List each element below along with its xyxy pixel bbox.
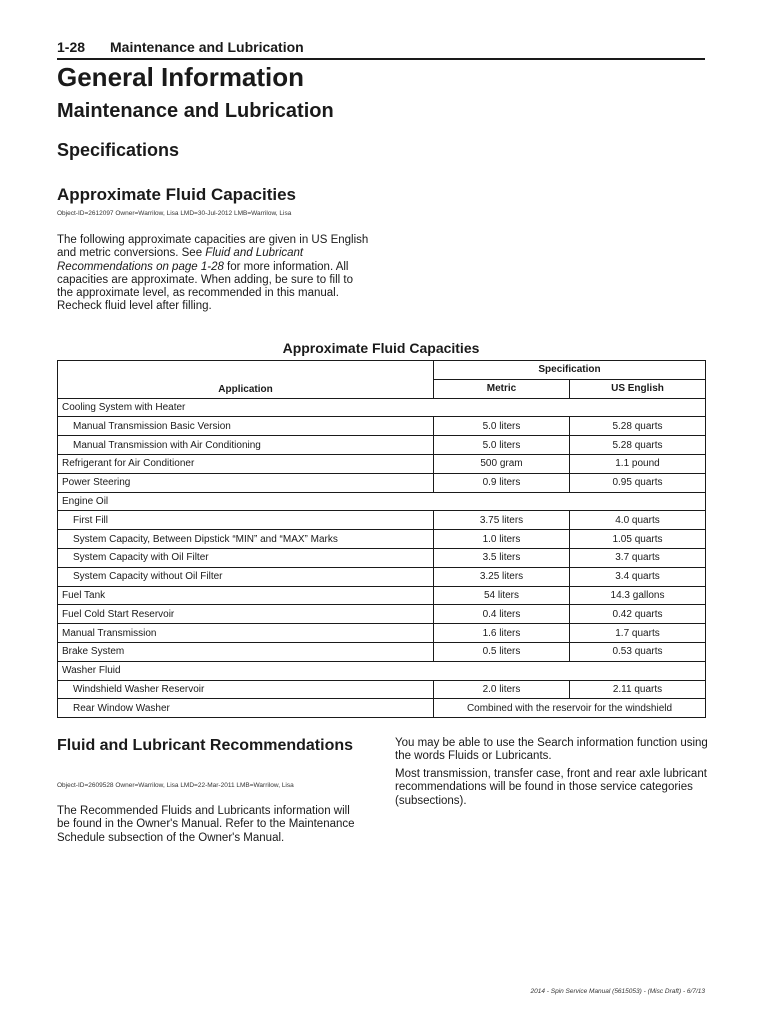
transmission-note-paragraph: Most transmission, transfer case, front and rear axle lubricant recommendations will be found in those service categories (subsections). — [395, 768, 707, 807]
cell-metric: 3.75 liters — [434, 511, 570, 530]
intro-text-2: for more information. All capacities are approximate. When adding, be sure to fill to the approximate level, as recommended in this manual. Recheck fluid level after filling. — [57, 260, 353, 313]
object-meta-fluid-recommendations: Object-ID=2609528 Owner=Warrilow, Lisa LMD=22-Mar-2011 LMB=Warrilow, Lisa — [57, 782, 294, 789]
cell-application: Fuel Tank — [58, 586, 434, 605]
table-row — [58, 699, 706, 718]
page-footer: 2014 - Spin Service Manual (5615053) - (Misc Draft) - 6/7/13 — [530, 988, 705, 995]
cell-application: Rear Window Washer — [58, 699, 434, 718]
cell-us-english: 14.3 gallons — [570, 586, 706, 605]
cell-us-english: 3.7 quarts — [570, 548, 706, 567]
table-row — [58, 511, 706, 530]
table-row — [58, 530, 706, 549]
cell-metric: 500 gram — [434, 454, 570, 473]
cell-application: First Fill — [58, 511, 434, 530]
table-row — [58, 473, 706, 492]
table-row — [58, 605, 706, 624]
cell-us-english: 0.53 quarts — [570, 642, 706, 661]
cell-metric: 5.0 liters — [434, 417, 570, 436]
cell-application: Washer Fluid — [58, 661, 706, 680]
heading-fluid-lubricant-recommendations: Fluid and Lubricant Recommendations — [57, 737, 354, 754]
cell-application: System Capacity with Oil Filter — [58, 548, 434, 567]
cell-metric: 0.9 liters — [434, 473, 570, 492]
cell-application: Manual Transmission Basic Version — [58, 417, 434, 436]
page-number: 1-28 — [57, 39, 86, 55]
fluid-recommendations-link[interactable]: Fluid and Lubricant Recommendations on page 1-28 — [57, 247, 304, 273]
cell-metric: 0.4 liters — [434, 605, 570, 624]
cell-metric: 3.25 liters — [434, 567, 570, 586]
column-header-metric: Metric — [434, 379, 570, 398]
cell-application: Refrigerant for Air Conditioner — [58, 454, 434, 473]
header-section-title: Maintenance and Lubrication — [110, 39, 304, 55]
fluid-recommendations-paragraph: The Recommended Fluids and Lubricants information will be found in the Owner's Manual. Refer to the Maintenance Schedule subsection of the Owner's Manual. — [57, 805, 355, 844]
cell-us-english: 4.0 quarts — [570, 511, 706, 530]
table-row — [58, 436, 706, 455]
heading-maintenance-lubrication: Maintenance and Lubrication — [57, 100, 334, 122]
cell-metric: 54 liters — [434, 586, 570, 605]
cell-application: Brake System — [58, 642, 434, 661]
cell-application: System Capacity without Oil Filter — [58, 567, 434, 586]
cell-us-english: 0.42 quarts — [570, 605, 706, 624]
table-row — [58, 642, 706, 661]
cell-metric: 1.6 liters — [434, 624, 570, 643]
cell-metric: 5.0 liters — [434, 436, 570, 455]
column-header-us-english: US English — [570, 379, 706, 398]
cell-metric: 3.5 liters — [434, 548, 570, 567]
cell-application: Engine Oil — [58, 492, 706, 511]
cell-application: System Capacity, Between Dipstick “MIN” and “MAX” Marks — [58, 530, 434, 549]
cell-application: Manual Transmission — [58, 624, 434, 643]
search-note-paragraph: You may be able to use the Search information function using the words Fluids or Lubricants. — [395, 737, 708, 763]
cell-application: Power Steering — [58, 473, 434, 492]
cell-us-english: 5.28 quarts — [570, 436, 706, 455]
heading-general-information: General Information — [57, 62, 305, 92]
cell-us-english: 1.05 quarts — [570, 530, 706, 549]
cell-application: Cooling System with Heater — [58, 398, 706, 417]
table-row — [58, 398, 706, 417]
column-header-application: Application — [58, 361, 434, 399]
object-meta-capacities: Object-ID=2612097 Owner=Warrilow, Lisa LMD=30-Jul-2012 LMB=Warrilow, Lisa — [57, 210, 292, 217]
heading-approximate-fluid-capacities: Approximate Fluid Capacities — [57, 185, 296, 204]
intro-paragraph — [57, 234, 369, 314]
table-caption: Approximate Fluid Capacities — [282, 340, 480, 356]
cell-us-english: 2.11 quarts — [570, 680, 706, 699]
page-header — [57, 38, 705, 60]
cell-metric: 2.0 liters — [434, 680, 570, 699]
table-row — [58, 417, 706, 436]
cell-metric: 1.0 liters — [434, 530, 570, 549]
cell-us-english: 1.7 quarts — [570, 624, 706, 643]
table-row — [58, 454, 706, 473]
intro-text-1: The following approximate capacities are given in US English and metric conversions. See — [57, 234, 369, 260]
table-row — [58, 586, 706, 605]
cell-us-english: 1.1 pound — [570, 454, 706, 473]
cell-us-english: 3.4 quarts — [570, 567, 706, 586]
fluid-capacities-table — [57, 360, 706, 718]
table-row — [58, 567, 706, 586]
cell-us-english: 0.95 quarts — [570, 473, 706, 492]
cell-specification-merged: Combined with the reservoir for the windshield — [434, 699, 706, 718]
table-body — [58, 398, 706, 718]
cell-application: Fuel Cold Start Reservoir — [58, 605, 434, 624]
cell-application: Windshield Washer Reservoir — [58, 680, 434, 699]
heading-specifications: Specifications — [57, 140, 180, 160]
table-row — [58, 492, 706, 511]
table-row — [58, 680, 706, 699]
cell-us-english: 5.28 quarts — [570, 417, 706, 436]
cell-metric: 0.5 liters — [434, 642, 570, 661]
column-header-specification: Specification — [434, 361, 706, 380]
table-row — [58, 624, 706, 643]
table-row — [58, 548, 706, 567]
table-row — [58, 661, 706, 680]
cell-application: Manual Transmission with Air Conditioning — [58, 436, 434, 455]
